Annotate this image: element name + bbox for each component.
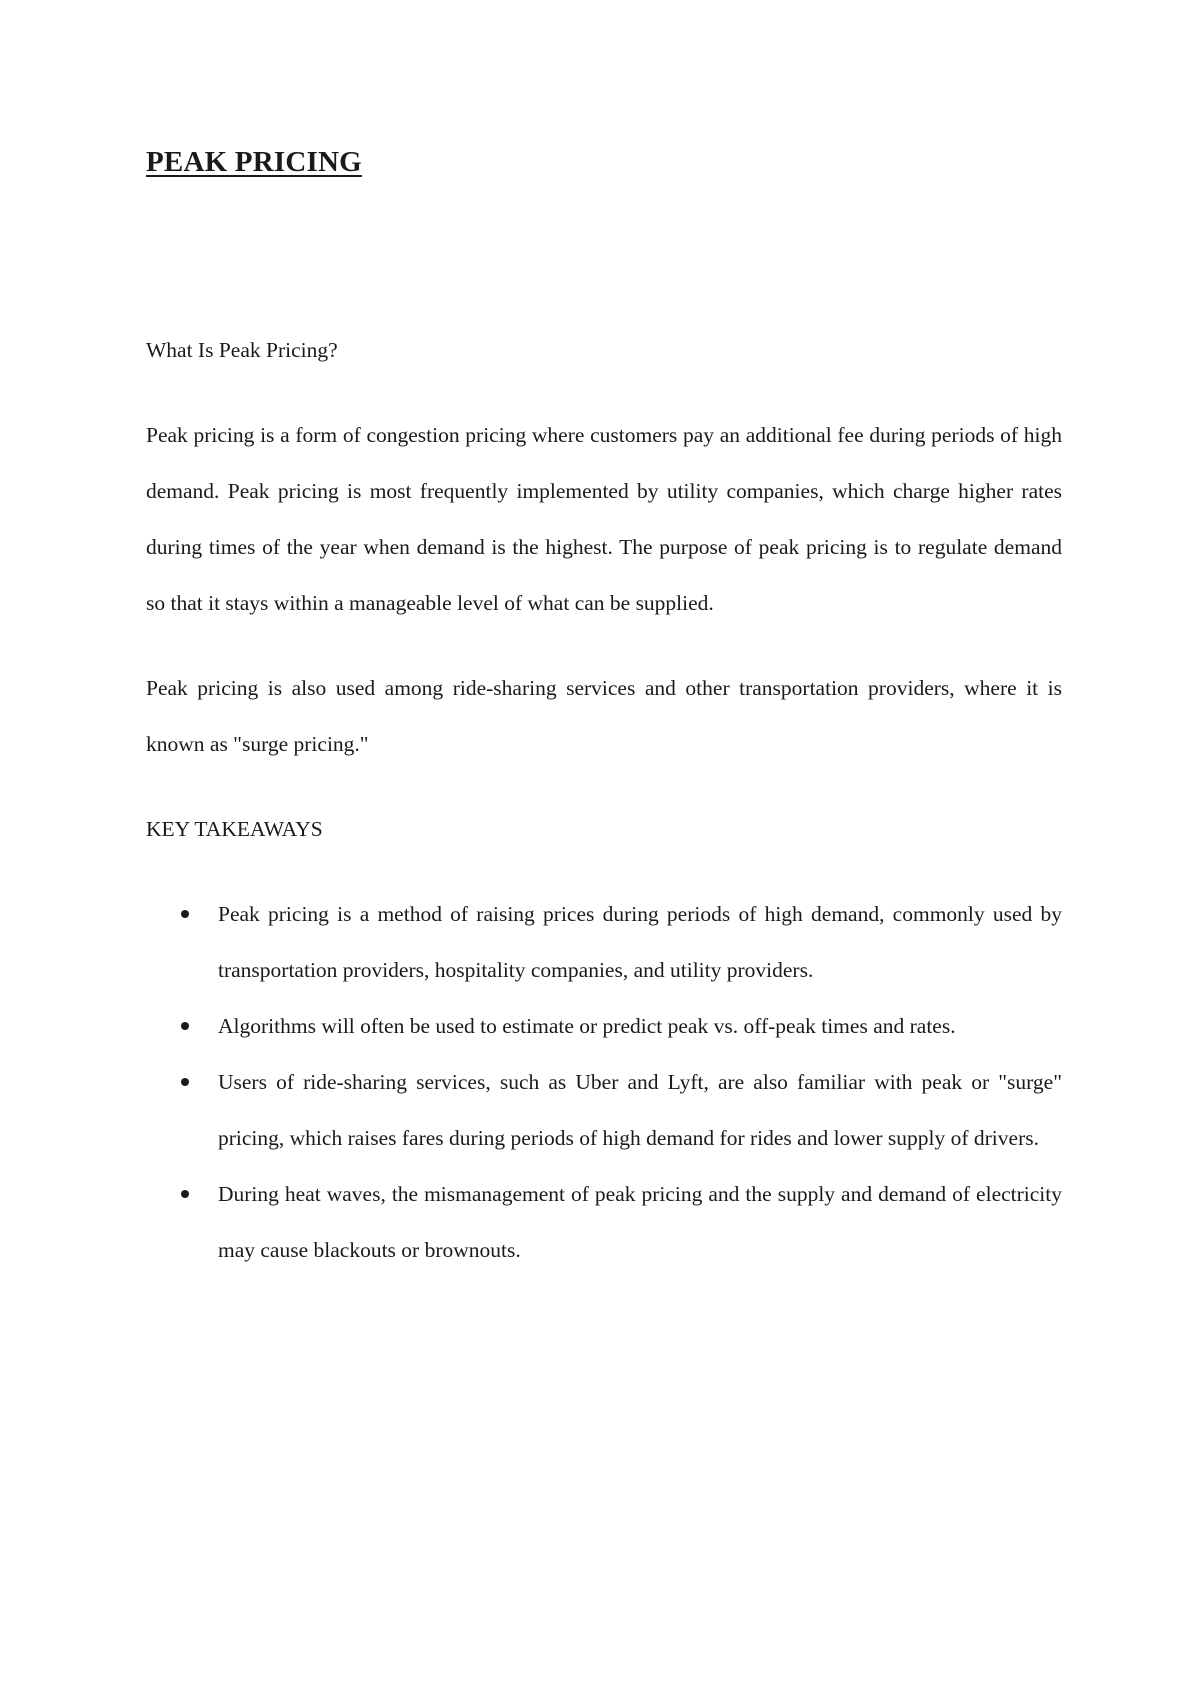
spacer <box>146 631 1062 660</box>
list-item <box>218 1054 1062 1166</box>
paragraph: Peak pricing is also used among ride-sharing services and other transportation providers, where it is known as "surge pricing." <box>146 676 1062 756</box>
list-item <box>218 886 1062 998</box>
key-takeaways-heading: KEY TAKEAWAYS <box>146 817 323 841</box>
spacer <box>146 772 1062 801</box>
section-subheading: What Is Peak Pricing? <box>146 338 338 362</box>
bullet-icon <box>181 1078 189 1086</box>
key-takeaways-list <box>146 886 1062 1278</box>
list-item-text: During heat waves, the mismanagement of peak pricing and the supply and demand of electricity may cause blackouts or brownouts. <box>218 1182 1062 1262</box>
list-item <box>218 998 1062 1054</box>
paragraph: Peak pricing is a form of congestion pricing where customers pay an additional fee during periods of high demand. Peak pricing is most frequently implemented by utility companies, which charge higher rates during times of the year when demand is the highest. The purpose of peak pricing is to regulate demand so that it stays within a manageable level of what can be supplied. <box>146 423 1062 615</box>
list-item-text: Peak pricing is a method of raising prices during periods of high demand, commonly used by transportation providers, hospitality companies, and utility providers. <box>218 902 1062 982</box>
spacer <box>146 378 1062 407</box>
document-title: PEAK PRICING <box>146 146 362 178</box>
bullet-icon <box>181 910 189 918</box>
list-item-text: Users of ride-sharing services, such as Uber and Lyft, are also familiar with peak or "surge" pricing, which raises fares during periods of high demand for rides and lower supply of drivers. <box>218 1070 1062 1150</box>
bullet-icon <box>181 1022 189 1030</box>
list-item-text: Algorithms will often be used to estimate or predict peak vs. off-peak times and rates. <box>218 1014 956 1038</box>
document-body <box>146 322 1062 1278</box>
bullet-icon <box>181 1190 189 1198</box>
list-item <box>218 1166 1062 1278</box>
